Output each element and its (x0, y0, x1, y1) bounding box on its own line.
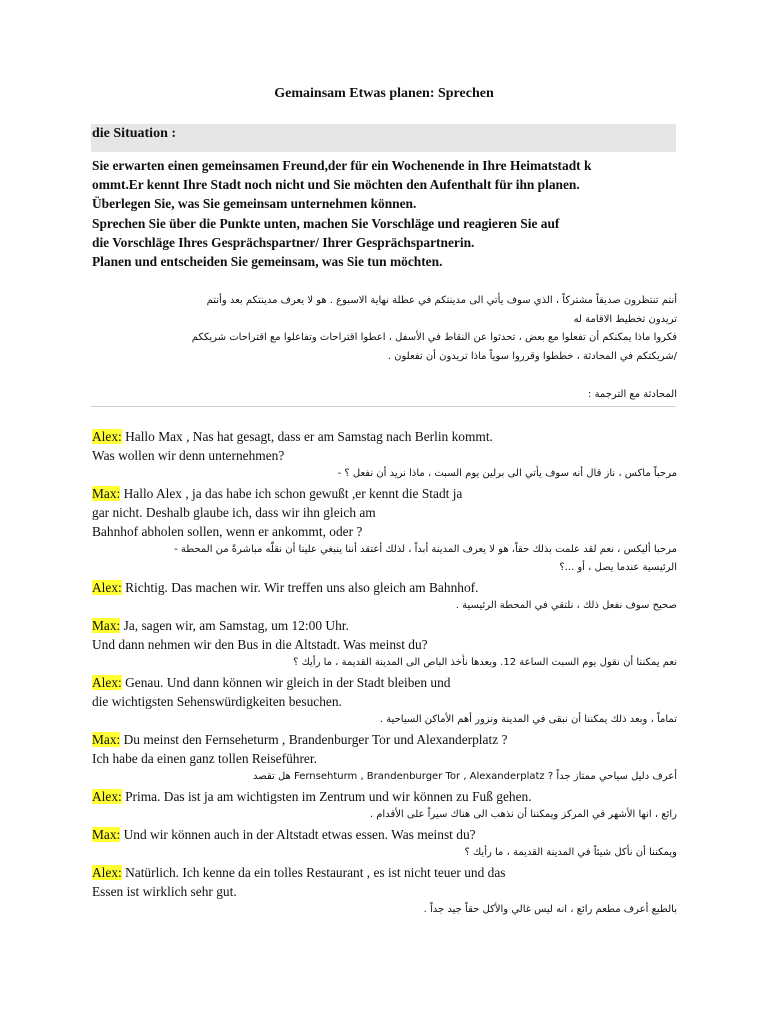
german-line (92, 616, 692, 654)
dialog-turn (92, 616, 692, 672)
german-text-continued: Ich habe da einen ganz tollen Reiseführer. (92, 751, 317, 766)
arabic-translation: أعرف دليل سياحي ممتاز جداً ? Fernsehturm , Brandenburger Tor , Alexanderplatz هل تقصد (253, 771, 677, 782)
dialog-turn (92, 730, 692, 786)
german-line (92, 673, 692, 711)
dialog-turn (92, 578, 692, 615)
german-line (92, 787, 692, 806)
arabic-translation: رائع ، انها الأشهر في المركز ويمكننا أن نذهب الى هناك سيراً على الأقدام . (369, 809, 677, 820)
speaker-label: Alex: (92, 865, 122, 880)
arabic-translation: تماماً ، وبعد ذلك يمكننا أن نبقى في المدينة ونزور أهم الأماكن السياحية . (379, 714, 677, 725)
german-text-continued: die wichtigsten Sehenswürdigkeiten besuchen. (92, 694, 342, 709)
dialog-turn (92, 427, 692, 483)
german-text: Du meinst den Fernseheturm , Brandenburger Tor und Alexanderplatz ? (120, 732, 508, 747)
german-line (92, 427, 692, 465)
arabic-translation: صحيح سوف نفعل ذلك ، نلتقي في المحطة الرئيسية . (455, 600, 677, 611)
arabic-dialog-label: المحادثة مع الترجمة : (588, 389, 677, 400)
german-text-continued: Und dann nehmen wir den Bus in die Altstadt. Was meinst du? (92, 637, 428, 652)
arabic-intro-line: أنتم تنتظرون صديقاً مشتركاً ، الذي سوف يأتي الى مدينتكم في عطلة نهاية الاسبوع . هو لا يعرف مدينتكم بعد وأنتم (206, 295, 677, 306)
german-text: Richtig. Das machen wir. Wir treffen uns also gleich am Bahnhof. (121, 580, 479, 595)
german-line (92, 730, 692, 768)
speaker-label: Alex: (92, 675, 122, 690)
dialog-turn (92, 863, 692, 919)
situation-header-bar (91, 124, 676, 152)
dialog-turn (92, 787, 692, 824)
dialog (92, 427, 692, 920)
arabic-translation: نعم يمكننا أن نقول يوم السبت الساعة 12. وبعدها نأخذ الباص الى المدينة القديمة ، ما رأيك ؟ (293, 657, 677, 668)
arabic-translation: مرحباً ماكس ، ناز قال أنه سوف يأتي الى برلين يوم السبت ، ماذا نريد أن نفعل ؟ - (337, 468, 677, 479)
arabic-intro-line: /شريكتكم في المحادثة ، خططوا وقرروا سوياً ماذا تريدون أن تفعلون . (387, 350, 677, 362)
german-text: Hallo Max , Nas hat gesagt, dass er am Samstag nach Berlin kommt. (121, 429, 493, 444)
speaker-label: Max: (92, 827, 121, 842)
german-text: Hallo Alex , ja das habe ich schon gewußt ,er kennt die Stadt ja (120, 486, 463, 501)
arabic-translation: بالطبع أعرف مطعم رائع ، انه ليس غالي والأكل حقاً جيد جداً . (423, 904, 677, 915)
speaker-label: Alex: (92, 580, 122, 595)
situation-label: die Situation : (92, 126, 177, 141)
page-title: Gemainsam Etwas planen: Sprechen (274, 86, 494, 101)
german-line (92, 825, 692, 844)
arabic-translation: مرحبا أليكس ، نعم لقد علمت بذلك حقاً، هو لا يعرف المدينة أبداً ، لذلك أعتقد أننا ينبغي علينا أن نقلّه مباشرةً من المحطة - الرئيسية عندما يصل ، أو ...؟ (174, 544, 677, 573)
arabic-intro (92, 292, 677, 366)
dialog-turn (92, 484, 692, 577)
section-divider (91, 406, 676, 407)
german-text: Und wir können auch in der Altstadt etwas essen. Was meinst du? (120, 827, 476, 842)
german-line (92, 484, 692, 541)
german-line (92, 863, 692, 901)
german-text-continued: Essen ist wirklich sehr gut. (92, 884, 237, 899)
german-text: Natürlich. Ich kenne da ein tolles Restaurant , es ist nicht teuer und das (121, 865, 506, 880)
speaker-label: Max: (92, 732, 121, 747)
german-text: Genau. Und dann können wir gleich in der Stadt bleiben und (121, 675, 451, 690)
dialog-turn (92, 673, 692, 729)
dialog-turn (92, 825, 692, 862)
speaker-label: Alex: (92, 789, 122, 804)
german-text: Prima. Das ist ja am wichtigsten im Zentrum und wir können zu Fuß gehen. (121, 789, 532, 804)
arabic-intro-line: فكروا ماذا يمكنكم أن تفعلوا مع بعض ، تحدثوا عن النقاط في الأسفل ، اعطوا اقتراحات وتفاعلوا مع اقتراحات شريككم (191, 332, 677, 343)
task-instructions: Sie erwarten einen gemeinsamen Freund,der für ein Wochenende in Ihre Heimatstadt k ommt.Er kennt Ihre Stadt noch nicht und Sie möchten den Aufenthalt für ihn planen. Überlegen Sie, was Sie gemeinsam unternehmen können. Sprechen Sie über die Punkte unten, machen Sie Vorschläge und reagieren Sie auf die Vorschläge Ihres Gesprächspartner/ Ihrer Gesprächspartnerin. Planen und entscheiden Sie gemeinsam, was Sie tun möchten. (92, 158, 592, 270)
arabic-translation: ويمكننا أن نأكل شيئاً في المدينة القديمة ، ما رأيك ؟ (464, 847, 677, 858)
speaker-label: Max: (92, 618, 121, 633)
german-line (92, 578, 692, 597)
german-text-continued: Was wollen wir denn unternehmen? (92, 448, 285, 463)
german-text-continued: gar nicht. Deshalb glaube ich, dass wir ihn gleich am Bahnhof abholen sollen, wenn er ankommt, oder ? (92, 505, 376, 539)
speaker-label: Alex: (92, 429, 122, 444)
arabic-intro-line: تريدون تخطيط الاقامة له (573, 313, 677, 325)
german-text: Ja, sagen wir, am Samstag, um 12:00 Uhr. (120, 618, 349, 633)
speaker-label: Max: (92, 486, 121, 501)
